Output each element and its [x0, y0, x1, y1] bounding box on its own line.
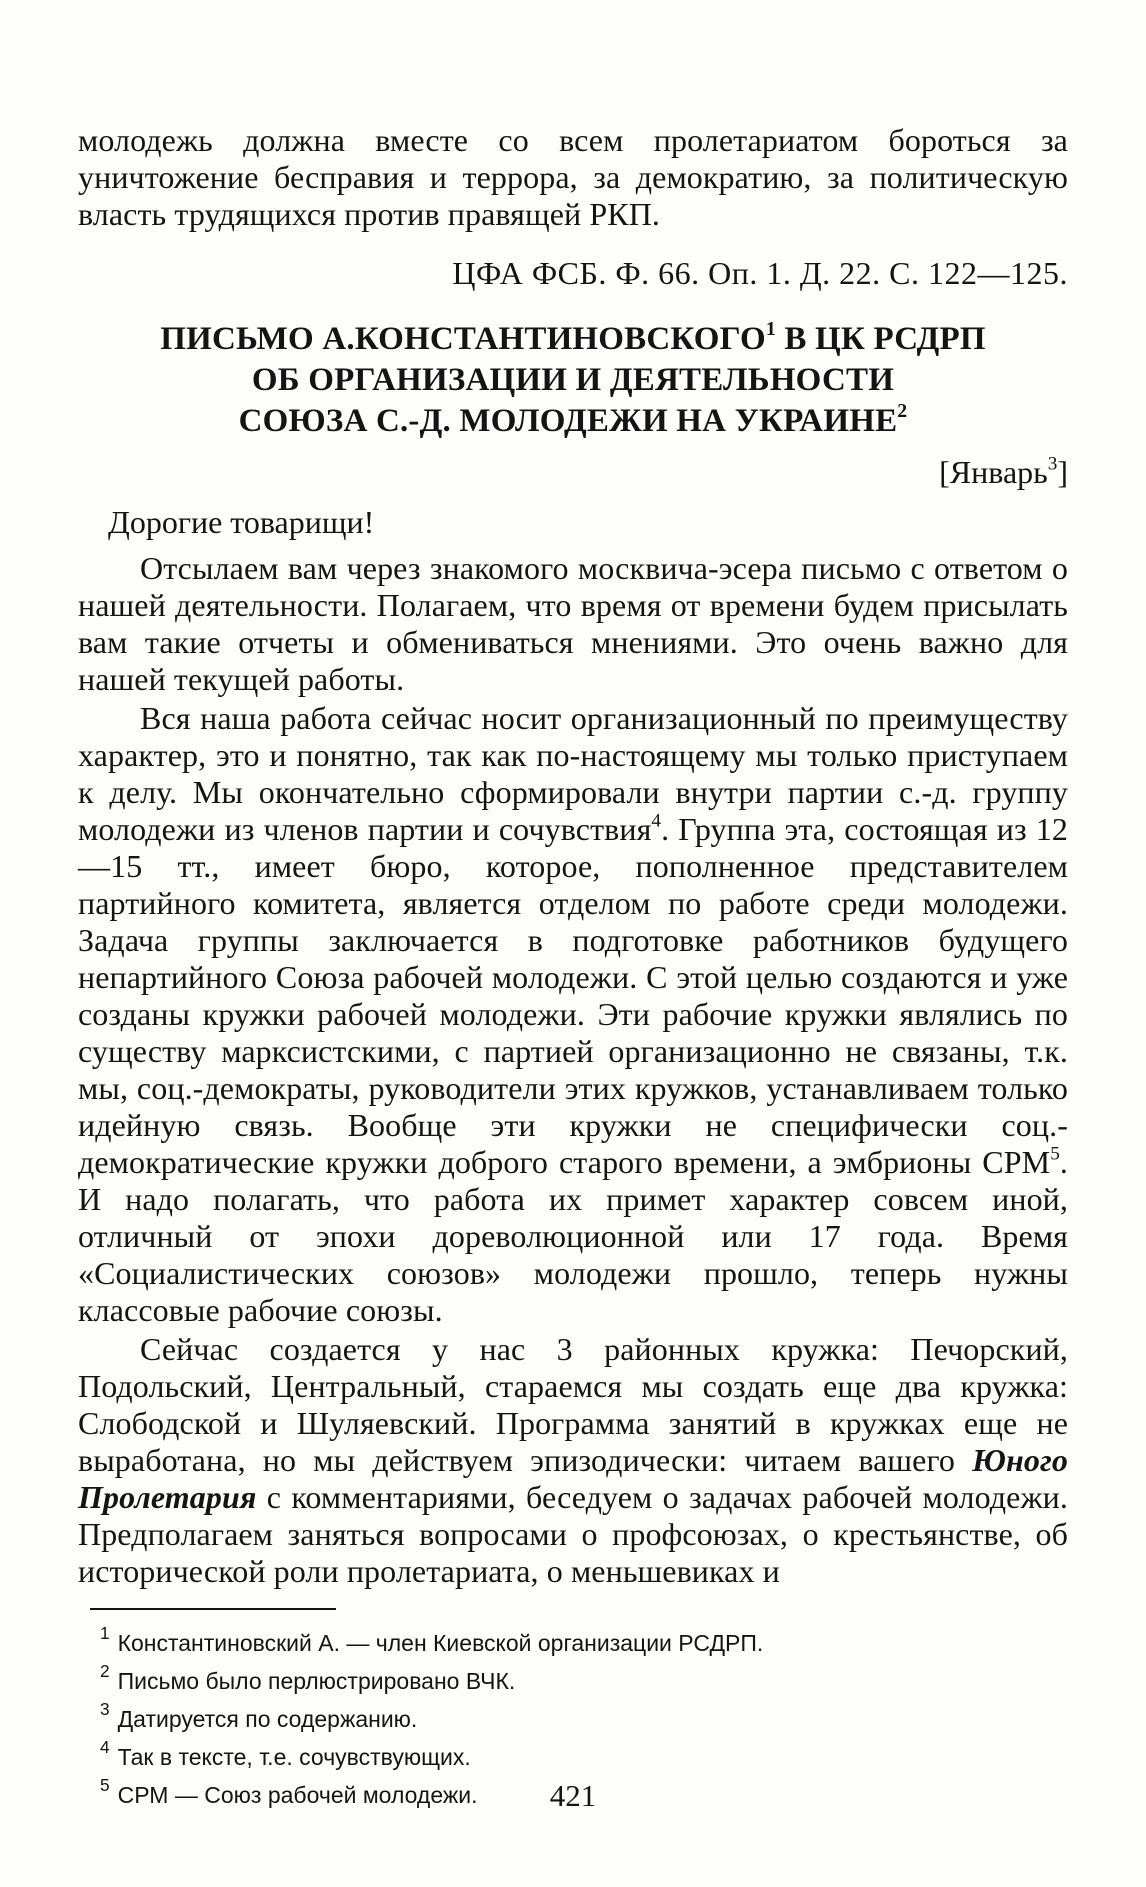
date-close: ]	[1057, 454, 1068, 490]
footnote-divider	[90, 1608, 336, 1610]
paragraph-1: Отсылаем вам через знакомого москвича-эсера письмо с ответом о нашей деятельности. Полагаем, что время от времени будем присылать вам такие отчеты и обмениваться мнениями. Это очень важно для нашей текущей работы.	[78, 550, 1068, 697]
text-column	[78, 122, 1068, 1814]
footnote-ref-4: 4	[651, 810, 662, 832]
footnote-text: Так в тексте, т.е. сочувствующих.	[117, 1744, 471, 1770]
title-line-3	[78, 401, 1068, 442]
footnote-text: СРМ — Союз рабочей молодежи.	[117, 1782, 478, 1808]
footnote	[100, 1624, 1068, 1662]
paragraph-2-part-1: Вся наша работа сейчас носит организационный по преимуществу характер, это и понятно, так как по-настоящему мы только приступаем к делу. Мы окончательно сформировали внутри партии с.-д. группу молодежи из членов партии и сочувствия	[78, 700, 1068, 847]
footnote-number: 5	[100, 1774, 110, 1795]
footnote-ref-3: 3	[1047, 453, 1058, 475]
footnote-number: 1	[100, 1622, 110, 1643]
footnote	[100, 1738, 1068, 1776]
salutation: Дорогие товарищи!	[108, 504, 375, 540]
intro-paragraph: молодежь должна вместе со всем пролетариатом бороться за уничтожение бесправия и террора, за демократию, за политическую власть трудящихся против правящей РКП.	[78, 122, 1068, 232]
date-text: [Январь	[939, 454, 1048, 490]
footnote-ref-2: 2	[897, 400, 908, 423]
paragraph-3-part-1: Сейчас создается у нас 3 районных кружка: Печорский, Подольский, Центральный, стараемся мы создать еще два кружка: Слободской и Шуляевский. Программа занятий в кружках еще не выработана, но мы действуем эпизодически: читаем вашего	[78, 1331, 1068, 1478]
title-line-1	[78, 319, 1068, 360]
footnote-text: Датируется по содержанию.	[117, 1706, 418, 1732]
footnote-text: Письмо было перлюстрировано ВЧК.	[117, 1668, 516, 1694]
paragraph-2	[78, 700, 1068, 1329]
footnote	[100, 1662, 1068, 1700]
title-line-1-text: ПИСЬМО А.КОНСТАНТИНОВСКОГО	[160, 321, 766, 357]
newspaper-title: Юного Пролетария	[78, 1442, 1068, 1515]
title-line-3-text: СОЮЗА С.-Д. МОЛОДЕЖИ НА УКРАИНЕ	[238, 403, 898, 439]
paragraph-2-part-3: . И надо полагать, что работа их примет характер совсем иной, отличный от эпохи дореволюционной или 17 года. Время «Социалистических союзов» молодежи прошло, теперь нужны классовые рабочие союзы.	[78, 1144, 1068, 1328]
paragraph-3-part-2: с комментариями, беседуем о задачах рабочей молодежи. Предполагаем заняться вопросами о профсоюзах, о крестьянстве, об исторической роли пролетариата, о меньшевиках и	[78, 1479, 1068, 1589]
title-line-2: ОБ ОРГАНИЗАЦИИ И ДЕЯТЕЛЬНОСТИ	[251, 362, 895, 398]
footnote-number: 3	[100, 1698, 110, 1719]
footnote-ref-1: 1	[765, 318, 776, 341]
footnote-text: Константиновский А. — член Киевской организации РСДРП.	[117, 1630, 764, 1656]
footnote-ref-5: 5	[1050, 1143, 1060, 1165]
document-title	[78, 319, 1068, 442]
paragraph-3	[78, 1331, 1068, 1590]
archive-reference: ЦФА ФСБ. Ф. 66. Оп. 1. Д. 22. С. 122—125.	[452, 255, 1068, 291]
paragraph-2-part-2: . Группа эта, состоящая из 12—15 тт., имеет бюро, которое, пополненное представителем партийного комитета, является отделом по работе среди молодежи. Задача группы заключается в подготовке работников будущего непартийного Союза рабочей молодежи. С этой целью создаются и уже созданы кружки рабочей молодежи. Эти рабочие кружки являлись по существу марксистскими, с партией организационно не связаны, т.к. мы, соц.-демократы, руководители этих кружков, устанавливаем только идейную связь. Вообще эти кружки не специфически соц.-демократические кружки доброго старого времени, а эмбрионы СРМ	[78, 811, 1068, 1180]
footnote-number: 4	[100, 1736, 110, 1757]
title-line-1-tail: В ЦК РСДРП	[775, 321, 986, 357]
document-date	[78, 452, 1068, 492]
page-number: 421	[549, 1778, 597, 1813]
footnote-number: 2	[100, 1660, 110, 1681]
footnote	[100, 1700, 1068, 1738]
